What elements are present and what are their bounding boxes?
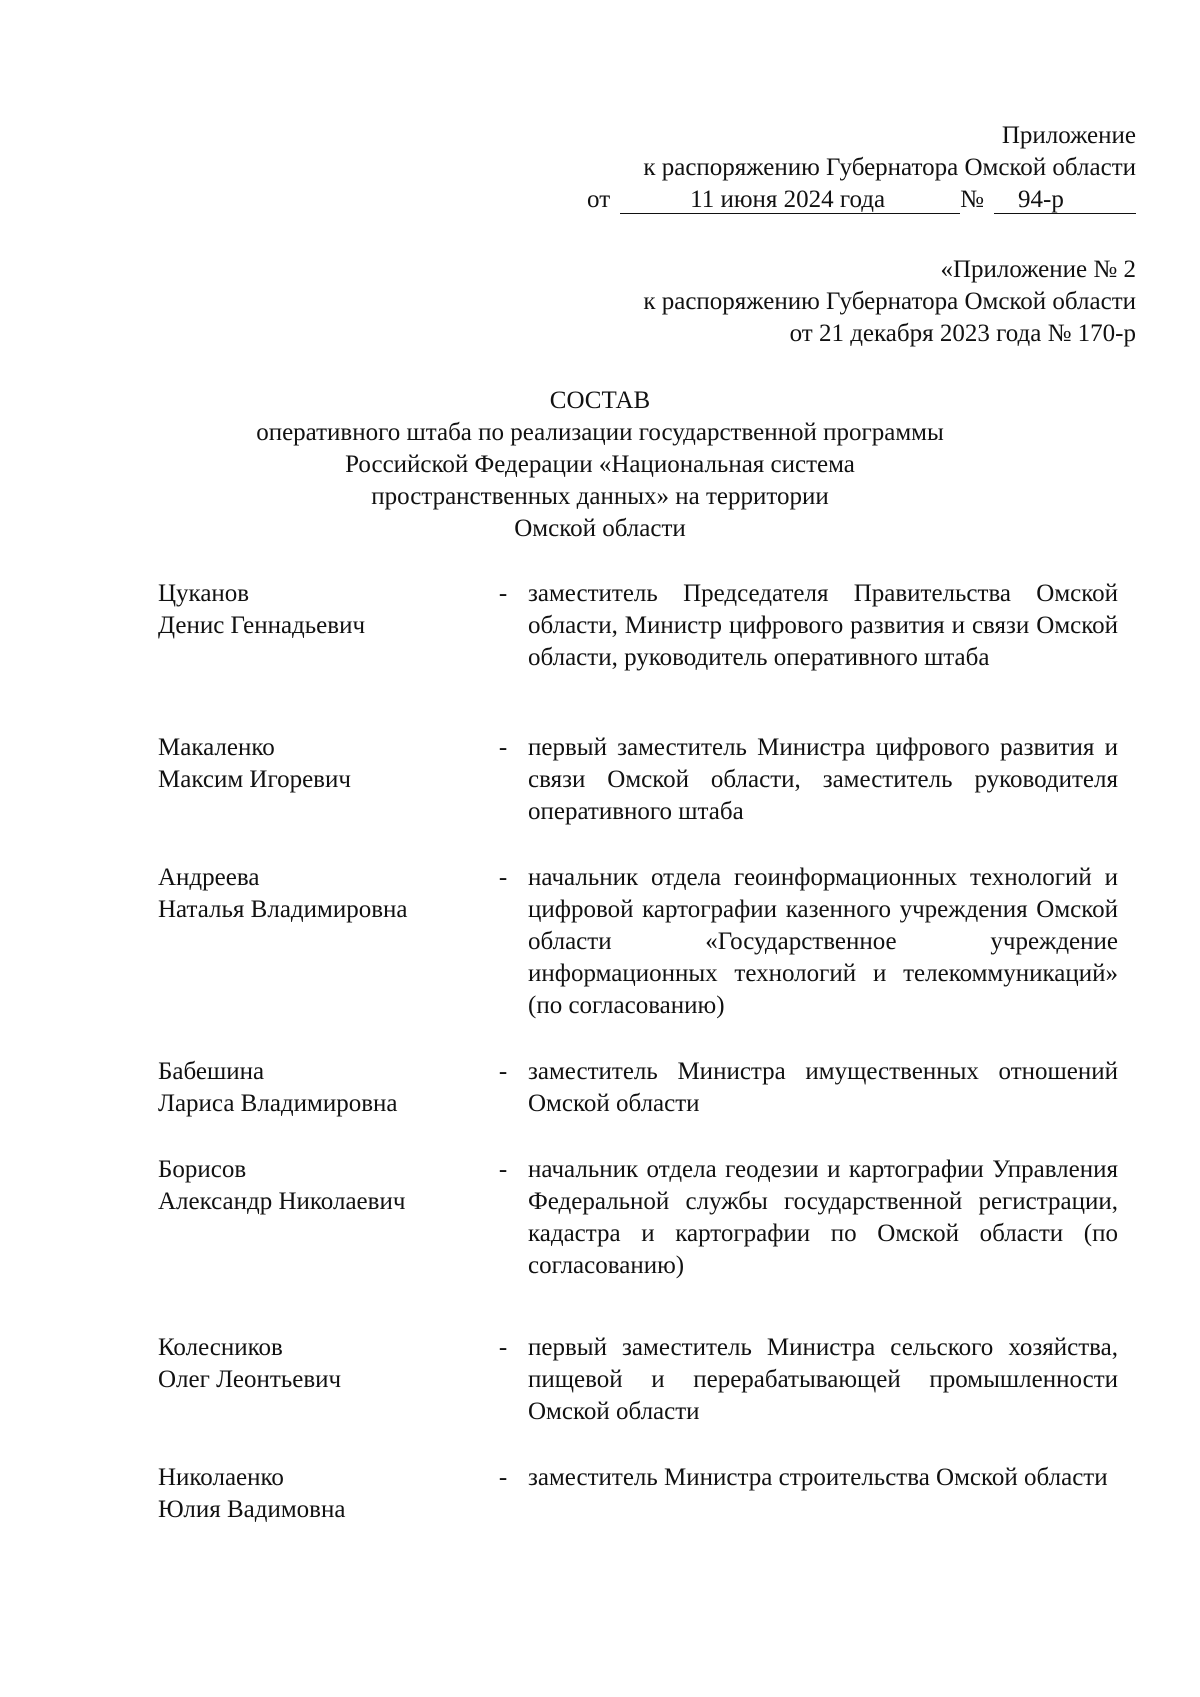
member-given-names: Максим Игоревич [158, 766, 351, 793]
member-given-names: Лариса Владимировна [158, 1090, 398, 1117]
number-sign: № [960, 186, 984, 213]
from-label: от [587, 186, 611, 213]
member-role: заместитель Министра строительства Омской области [528, 1464, 1108, 1491]
member-name [158, 1154, 478, 1218]
member-name [158, 1056, 478, 1120]
order-date-field: 11 июня 2024 года [620, 187, 960, 214]
appendix-order-reference: к распоряжению Губернатора Омской области [643, 154, 1136, 181]
member-dash: - [498, 1464, 508, 1491]
heading-line: Российской Федерации «Национальная система [345, 451, 855, 478]
heading-line: оперативного штаба по реализации государственной программы [256, 419, 944, 446]
appendix2-date-line: от 21 декабря 2023 года № 170-р [789, 320, 1136, 347]
member-surname: Макаленко [158, 734, 275, 761]
member-surname: Николаенко [158, 1464, 284, 1491]
member-surname: Цуканов [158, 580, 250, 607]
document-title: СОСТАВ [549, 387, 651, 414]
member-role: первый заместитель Министра сельского хозяйства, пищевой и перерабатывающей промышленности Омской области [528, 1334, 1118, 1425]
appendix-header [436, 120, 1136, 216]
appendix2-header [436, 254, 1136, 350]
member-dash: - [498, 864, 508, 891]
member-name [158, 732, 478, 796]
heading-line: Омской области [514, 515, 686, 542]
member-role: начальник отдела геодезии и картографии Управления Федеральной службы государственной регистрации, кадастра и картографии по Омской области (по согласованию) [528, 1156, 1118, 1279]
member-given-names: Денис Геннадьевич [158, 612, 366, 639]
member-given-names: Олег Леонтьевич [158, 1366, 342, 1393]
member-name [158, 1462, 478, 1526]
member-dash: - [498, 1334, 508, 1361]
member-role: заместитель Министра имущественных отношений Омской области [528, 1058, 1118, 1117]
member-entry [158, 578, 1118, 674]
member-dash: - [498, 1156, 508, 1183]
member-entry [158, 1462, 1118, 1526]
appendix2-order-reference: к распоряжению Губернатора Омской области [643, 288, 1136, 315]
member-given-names: Юлия Вадимовна [158, 1496, 346, 1523]
member-name [158, 862, 478, 926]
members-list [158, 578, 1118, 1526]
member-dash: - [498, 1058, 508, 1085]
member-surname: Борисов [158, 1156, 247, 1183]
member-role: начальник отдела геоинформационных технологий и цифровой картографии казенного учреждения Омской области «Государственное учреждение информационных технологий и телекоммуникаций» (по согласованию) [528, 864, 1118, 1019]
member-surname: Бабешина [158, 1058, 265, 1085]
member-dash: - [498, 580, 508, 607]
member-given-names: Наталья Владимировна [158, 896, 408, 923]
order-number-field: 94-р [994, 187, 1136, 214]
appendix-date-number-line [436, 184, 1136, 216]
member-name [158, 1332, 478, 1396]
member-surname: Колесников [158, 1334, 283, 1361]
member-entry [158, 1332, 1118, 1428]
appendix2-title: «Приложение № 2 [940, 256, 1136, 283]
member-entry [158, 1056, 1118, 1120]
heading-line: пространственных данных» на территории [371, 483, 829, 510]
appendix-title: Приложение [1001, 122, 1136, 149]
member-name [158, 578, 478, 642]
member-role: заместитель Председателя Правительства Омской области, Министр цифрового развития и связи Омской области, руководитель оперативного штаба [528, 580, 1118, 671]
document-heading [180, 385, 1020, 545]
member-given-names: Александр Николаевич [158, 1188, 406, 1215]
member-entry [158, 862, 1118, 1022]
member-entry [158, 1154, 1118, 1282]
member-entry [158, 732, 1118, 828]
member-surname: Андреева [158, 864, 260, 891]
member-role: первый заместитель Министра цифрового развития и связи Омской области, заместитель руководителя оперативного штаба [528, 734, 1118, 825]
member-dash: - [498, 734, 508, 761]
